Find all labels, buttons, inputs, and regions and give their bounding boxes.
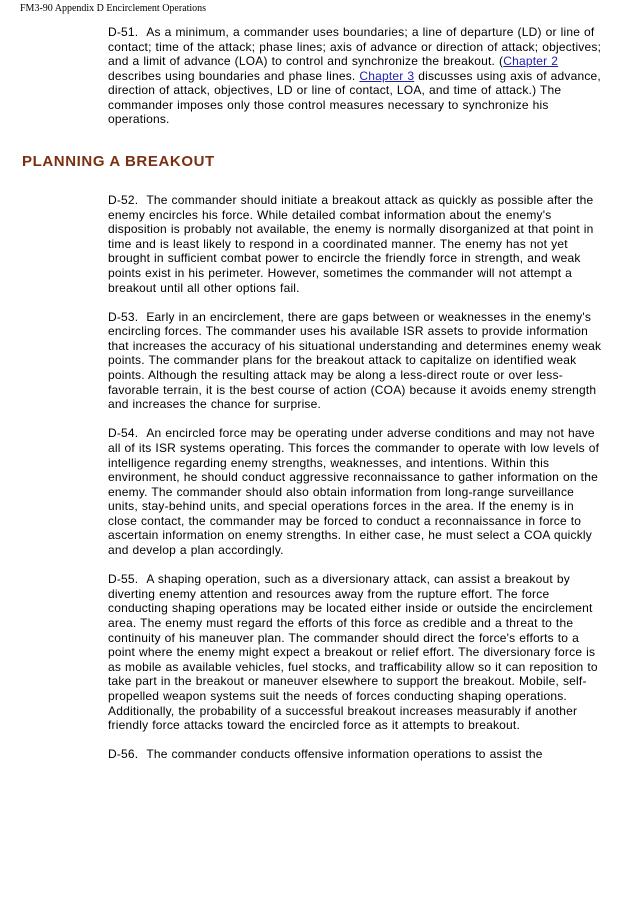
paragraph-d52 — [108, 193, 603, 295]
section-heading: PLANNING A BREAKOUT — [22, 153, 215, 170]
paragraph-text: discusses using axis of advance, direction of attack, objectives, LD or line of contact, LOA, and time of attack.) The commander imposes only those control measures necessary to synchronize his operations. — [108, 68, 601, 126]
paragraph-d54 — [108, 426, 603, 557]
paragraph-text: describes using boundaries and phase lines. — [108, 68, 360, 83]
paragraph-number: D-51. — [108, 25, 139, 39]
paragraph-text: As a minimum, a commander uses boundaries; a line of departure (LD) or line of contact; time of the attack; phase lines; axis of advance or direction of attack; objectives; and a limit of advance (LOA) to control and synchronize the breakout. ( — [108, 25, 602, 68]
intro-paragraph-block — [108, 25, 603, 127]
paragraph-number: D-53. — [108, 309, 139, 324]
section-body — [108, 193, 603, 776]
paragraph-text: An encircled force may be operating under adverse conditions and may not have all of its ISR systems operating. This forces the commander to operate with low levels of intelligence regarding enemy strengths, weaknesses, and intentions. Within this environment, he should conduct aggressive reconnaissance to gather information on the enemy. The commander should also obtain information from long-range surveillance units, stay-behind units, and special operations forces in the area. If the enemy is in close contact, the commander may be forced to conduct a reconnaissance in force to ascertain information on enemy strengths. In either case, he must select a COA quickly and develop a plan accordingly. — [108, 426, 600, 558]
paragraph-number: D-55. — [108, 572, 139, 587]
paragraph-number: D-54. — [108, 426, 139, 441]
paragraph-d55 — [108, 572, 603, 733]
paragraph-d53 — [108, 310, 603, 412]
paragraph-text: A shaping operation, such as a diversionary attack, can assist a breakout by diverting enemy attention and resources away from the rupture effort. The force conducting shaping operations may be located either inside or outside the encirclement area. The enemy must regard the efforts of this force as credible and a threat to the continuity of his maneuver plan. The commander should direct the force's efforts to a point where the enemy might expect a breakout or relief effort. The diversionary force is as mobile as available vehicles, fuel stocks, and trafficability allow so it can reposition to take part in the breakout or maneuver elsewhere to support the breakout. Mobile, self-propelled weapon systems suit the needs of forces conducting shaping operations. Additionally, the probability of a successful breakout increases measurably if another friendly force attacks toward the encircled force as it attempts to breakout. — [108, 572, 598, 733]
paragraph-d51 — [108, 25, 603, 127]
page-header: FM3-90 Appendix D Encirclement Operations — [20, 3, 207, 14]
paragraph-number: D-52. — [108, 193, 139, 207]
paragraph-d56 — [108, 747, 603, 762]
paragraph-text: Early in an encirclement, there are gaps between or weaknesses in the enemy's encircling forces. The commander uses his available ISR assets to provide information that increases the accuracy of his situational understanding and determines enemy weak points. The commander plans for the breakout attack to capitalize on identified weak points. Although the resulting attack may be along a less-direct route or over less-favorable terrain, it is the best course of action (COA) because it avoids enemy strength and increases the chance for surprise. — [108, 309, 602, 412]
paragraph-number: D-56. — [108, 747, 139, 762]
chapter-2-link[interactable]: Chapter 2 — [503, 54, 559, 68]
paragraph-text: The commander conducts offensive information operations to assist the — [146, 747, 543, 762]
paragraph-text: The commander should initiate a breakout attack as quickly as possible after the enemy encircles his force. While detailed combat information about the enemy's disposition is probably not available, the enemy is normally disorganized at that point in time and is least likely to respond in a coordinated manner. The enemy has not yet brought in sufficient combat power to encircle the friendly force in strength, and weak points exist in his perimeter. However, sometimes the commander will not attempt a breakout until all other options fail. — [108, 193, 594, 295]
chapter-3-link[interactable]: Chapter 3 — [359, 68, 415, 83]
